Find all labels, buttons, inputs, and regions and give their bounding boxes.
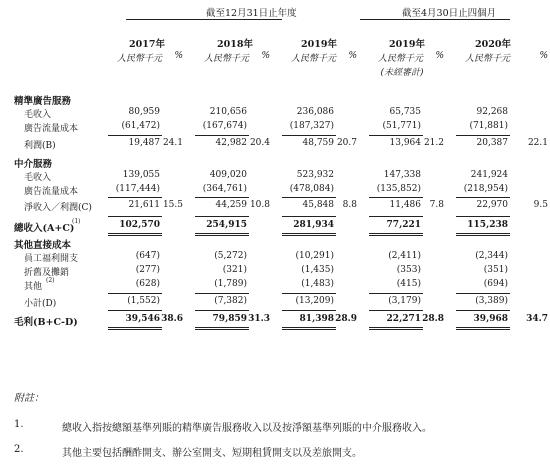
section-2-row-3-pct-1: 15.5 <box>162 200 183 211</box>
gross-profit-rule-top-4 <box>369 310 423 311</box>
section-2-subtotal-rule-3 <box>282 197 336 198</box>
total-revenue-rule-top-3 <box>282 216 336 217</box>
gross-profit-value-4: 22,271 <box>386 313 421 324</box>
section-1-row-2-value-1: (61,472) <box>121 121 160 132</box>
section-1-subtotal-rule-5 <box>456 135 510 136</box>
section-1-row-2-value-4: (51,771) <box>382 121 421 132</box>
section-1-row-1-value-3: 236,086 <box>296 107 334 118</box>
total-revenue-label: 總收入(A+C) <box>14 222 75 234</box>
direct-costs-row-4-value-1: (1,552) <box>127 295 160 306</box>
direct-costs-subtotal-rule-2 <box>195 293 249 294</box>
section-2-row-3-label: 淨收入／利潤(C) <box>24 203 92 214</box>
column-year-1: 2017年 <box>129 39 165 50</box>
total-revenue-value-2: 254,915 <box>206 219 247 230</box>
column-unit-5: 人民幣千元 <box>464 54 510 64</box>
gross-profit-pct-4: 28.8 <box>422 313 444 324</box>
column-pct-2: % <box>261 51 270 61</box>
gross-profit-rule-bottom-4 <box>369 327 423 328</box>
section-2-row-1-value-3: 523,932 <box>296 170 334 180</box>
total-revenue-rule-bottom-double-2 <box>195 235 249 236</box>
section-1-subtotal-rule-4 <box>369 135 423 136</box>
note-2-text: 其他主要包括酬酢開支、辦公室開支、短期租賃開支以及差旅開支。 <box>62 448 362 459</box>
section-2-row-3-value-4: 11,486 <box>389 200 421 211</box>
note-2-num: 2. <box>14 444 24 455</box>
gross-profit-pct-3: 28.9 <box>335 313 357 324</box>
gross-profit-pct-2: 31.3 <box>248 313 270 324</box>
direct-costs-row-1-value-4: (2,411) <box>388 251 421 261</box>
total-revenue-rule-top-4 <box>369 216 423 217</box>
gross-profit-rule-bottom-2 <box>195 327 249 328</box>
direct-costs-row-3-value-1: (628) <box>135 279 160 290</box>
direct-costs-row-4-value-5: (3,389) <box>475 295 508 306</box>
gross-profit-rule-bottom-double-4 <box>369 329 423 330</box>
section-2-subtotal-rule-4 <box>369 197 423 198</box>
direct-costs-row-3-value-4: (415) <box>396 279 421 290</box>
direct-costs-row-4-value-2: (7,382) <box>214 295 247 306</box>
column-pct-3: % <box>348 51 357 61</box>
section-1-row-3-value-5: 20,387 <box>476 137 508 148</box>
total-revenue-value-4: 77,221 <box>386 219 421 230</box>
section-2-row-2-value-5: (218,954) <box>463 184 508 195</box>
direct-costs-subtotal-rule-1 <box>108 293 162 294</box>
direct-costs-row-2-label: 折舊及攤銷 <box>24 268 70 279</box>
direct-costs-row-4-label: 小計(D) <box>24 298 57 309</box>
section-2-row-3-value-2: 44,259 <box>215 200 247 211</box>
direct-costs-row-2-value-1: (277) <box>135 265 160 276</box>
column-year-5: 2020年 <box>475 39 511 50</box>
section-1-subtotal-rule-1 <box>108 135 162 136</box>
period-header-year: 截至12月31日止年度 <box>206 8 297 19</box>
column-year-4: 2019年 <box>389 39 425 50</box>
gross-profit-rule-top-3 <box>282 310 336 311</box>
section-1-row-3-value-1: 19,487 <box>128 137 160 148</box>
total-revenue-rule-top-2 <box>195 216 249 217</box>
section-2-row-1-value-1: 139,055 <box>122 170 160 180</box>
period-header-year-rule <box>126 19 282 20</box>
section-1-row-2-value-2: (167,674) <box>202 121 247 132</box>
direct-costs-row-3-value-2: (1,789) <box>214 279 247 290</box>
direct-costs-row-1-value-2: (5,272) <box>214 251 247 261</box>
section-1-row-3-label: 利潤(B) <box>24 140 56 151</box>
section-1-row-1-label: 毛收入 <box>24 110 52 121</box>
section-1-row-2-value-5: (71,881) <box>469 121 508 132</box>
direct-costs-row-3-sup: (2) <box>46 277 55 285</box>
section-2-row-2-label: 廣告流量成本 <box>24 187 79 198</box>
section-2-row-2-value-1: (117,444) <box>115 184 160 195</box>
section-1-row-3-pct-2: 20.4 <box>249 137 270 148</box>
direct-costs-row-4-value-3: (13,209) <box>295 295 334 306</box>
section-1-subtotal-rule-2 <box>195 135 249 136</box>
section-2-row-1-value-4: 147,338 <box>383 170 421 180</box>
section-2-row-3-pct-2: 10.8 <box>249 200 270 211</box>
direct-costs-subtotal-rule-4 <box>369 293 423 294</box>
direct-costs-row-2-value-3: (1,435) <box>301 265 334 276</box>
note-1-num: 1. <box>14 419 24 430</box>
total-revenue-rule-bottom-2 <box>195 233 249 234</box>
direct-costs-row-1-value-5: (2,344) <box>475 251 508 261</box>
section-1-row-2-value-3: (187,327) <box>289 121 334 132</box>
section-2-row-3-value-3: 45,848 <box>302 200 334 211</box>
total-revenue-rule-bottom-5 <box>456 233 510 234</box>
notes-title: 附註： <box>14 393 44 404</box>
column-unit-2: 人民幣千元 <box>203 54 249 64</box>
period-header-4m: 截至4月30日止四個月 <box>402 8 497 19</box>
direct-costs-title: 其他直接成本 <box>14 239 72 251</box>
note-1-text: 總收入指按總額基準列賬的精準廣告服務收入以及按淨額基準列賬的中介服務收入。 <box>62 423 432 434</box>
section-2-row-2-value-3: (478,084) <box>289 184 334 195</box>
section-2-row-2-value-2: (364,761) <box>202 184 247 195</box>
section-2-row-2-value-4: (135,852) <box>376 184 421 195</box>
direct-costs-row-3-value-3: (1,483) <box>301 279 334 290</box>
gross-profit-rule-bottom-double-1 <box>108 329 162 330</box>
section-2-row-3-pct-4: 7.8 <box>429 200 444 211</box>
gross-profit-rule-bottom-double-5 <box>456 329 510 330</box>
section-1-row-3-pct-1: 24.1 <box>162 137 183 148</box>
gross-profit-rule-top-5 <box>456 310 510 311</box>
column-year-3: 2019年 <box>301 39 337 50</box>
section-2-row-3-pct-5: 9.5 <box>533 200 548 211</box>
total-revenue-rule-top-5 <box>456 216 510 217</box>
section-1-row-1-value-4: 65,735 <box>389 107 421 118</box>
section-1-row-1-value-1: 80,959 <box>128 107 160 118</box>
direct-costs-row-2-value-2: (321) <box>222 265 247 276</box>
direct-costs-row-3-value-5: (694) <box>483 279 508 290</box>
direct-costs-row-2-value-5: (351) <box>483 265 508 276</box>
total-revenue-rule-bottom-1 <box>108 233 162 234</box>
total-revenue-rule-bottom-double-1 <box>108 235 162 236</box>
section-title-1: 精準廣告服務 <box>14 96 72 107</box>
gross-profit-rule-bottom-double-2 <box>195 329 249 330</box>
direct-costs-row-1-value-1: (647) <box>135 251 160 261</box>
section-title-2: 中介服務 <box>14 158 53 170</box>
section-1-row-3-value-2: 42,982 <box>215 137 247 148</box>
section-2-row-3-pct-3: 8.8 <box>342 200 357 211</box>
gross-profit-value-1: 39,546 <box>125 313 160 324</box>
gross-profit-rule-top-1 <box>108 310 162 311</box>
direct-costs-subtotal-rule-3 <box>282 293 336 294</box>
section-2-row-1-label: 毛收入 <box>24 173 52 183</box>
section-2-row-3-value-1: 21,611 <box>128 200 160 211</box>
direct-costs-row-2-value-4: (353) <box>396 265 421 276</box>
section-1-row-3-value-4: 13,964 <box>389 137 421 148</box>
gross-profit-value-2: 79,859 <box>212 313 247 324</box>
total-revenue-rule-bottom-double-4 <box>369 235 423 236</box>
direct-costs-row-3-label: 其他 <box>24 282 43 293</box>
section-1-row-3-pct-4: 21.2 <box>423 137 444 148</box>
direct-costs-row-4-value-4: (3,179) <box>388 295 421 306</box>
section-1-row-1-value-2: 210,656 <box>209 107 247 118</box>
column-pct-4: % <box>435 51 444 61</box>
gross-profit-rule-top-2 <box>195 310 249 311</box>
column-unit-4: 人民幣千元 <box>377 54 423 64</box>
section-2-subtotal-rule-5 <box>456 197 510 198</box>
section-1-row-1-value-5: 92,268 <box>476 107 508 118</box>
gross-profit-rule-bottom-1 <box>108 327 162 328</box>
total-revenue-value-5: 115,238 <box>467 219 508 230</box>
gross-profit-pct-1: 38.6 <box>161 313 183 324</box>
column-unit-1: 人民幣千元 <box>116 54 162 64</box>
gross-profit-rule-bottom-3 <box>282 327 336 328</box>
section-2-row-1-value-5: 241,924 <box>470 170 508 180</box>
section-1-row-3-pct-5: 22.1 <box>527 137 548 148</box>
total-revenue-rule-bottom-double-5 <box>456 235 510 236</box>
period-header-4m-rule <box>360 19 510 20</box>
gross-profit-pct-5: 34.7 <box>526 313 548 324</box>
total-revenue-rule-bottom-double-3 <box>282 235 336 236</box>
gross-profit-label: 毛利(B+C-D) <box>14 316 78 328</box>
column-unit-3: 人民幣千元 <box>290 54 336 64</box>
direct-costs-row-1-value-3: (10,291) <box>295 251 334 261</box>
gross-profit-value-5: 39,968 <box>473 313 508 324</box>
gross-profit-rule-bottom-5 <box>456 327 510 328</box>
column-pct-1: % <box>174 51 183 61</box>
section-1-row-3-pct-3: 20.7 <box>336 137 357 148</box>
column-pct-5: % <box>539 51 548 61</box>
direct-costs-subtotal-rule-5 <box>456 293 510 294</box>
total-revenue-value-1: 102,570 <box>119 219 160 230</box>
total-revenue-rule-bottom-4 <box>369 233 423 234</box>
section-2-row-3-value-5: 22,970 <box>476 200 508 211</box>
gross-profit-value-3: 81,398 <box>299 313 334 324</box>
section-2-row-1-value-2: 409,020 <box>209 170 247 180</box>
section-2-subtotal-rule-2 <box>195 197 249 198</box>
total-revenue-sup: (1) <box>72 217 81 225</box>
section-2-subtotal-rule-1 <box>108 197 162 198</box>
total-revenue-rule-bottom-3 <box>282 233 336 234</box>
section-1-subtotal-rule-3 <box>282 135 336 136</box>
column-unaudited: (未經審計) <box>380 68 424 78</box>
gross-profit-rule-bottom-double-3 <box>282 329 336 330</box>
column-year-2: 2018年 <box>217 39 253 50</box>
total-revenue-rule-top-1 <box>108 216 162 217</box>
section-1-row-3-value-3: 48,759 <box>302 137 334 148</box>
section-1-row-2-label: 廣告流量成本 <box>24 124 79 135</box>
direct-costs-row-1-label: 員工福利開支 <box>24 254 79 264</box>
total-revenue-value-3: 281,934 <box>293 219 334 230</box>
